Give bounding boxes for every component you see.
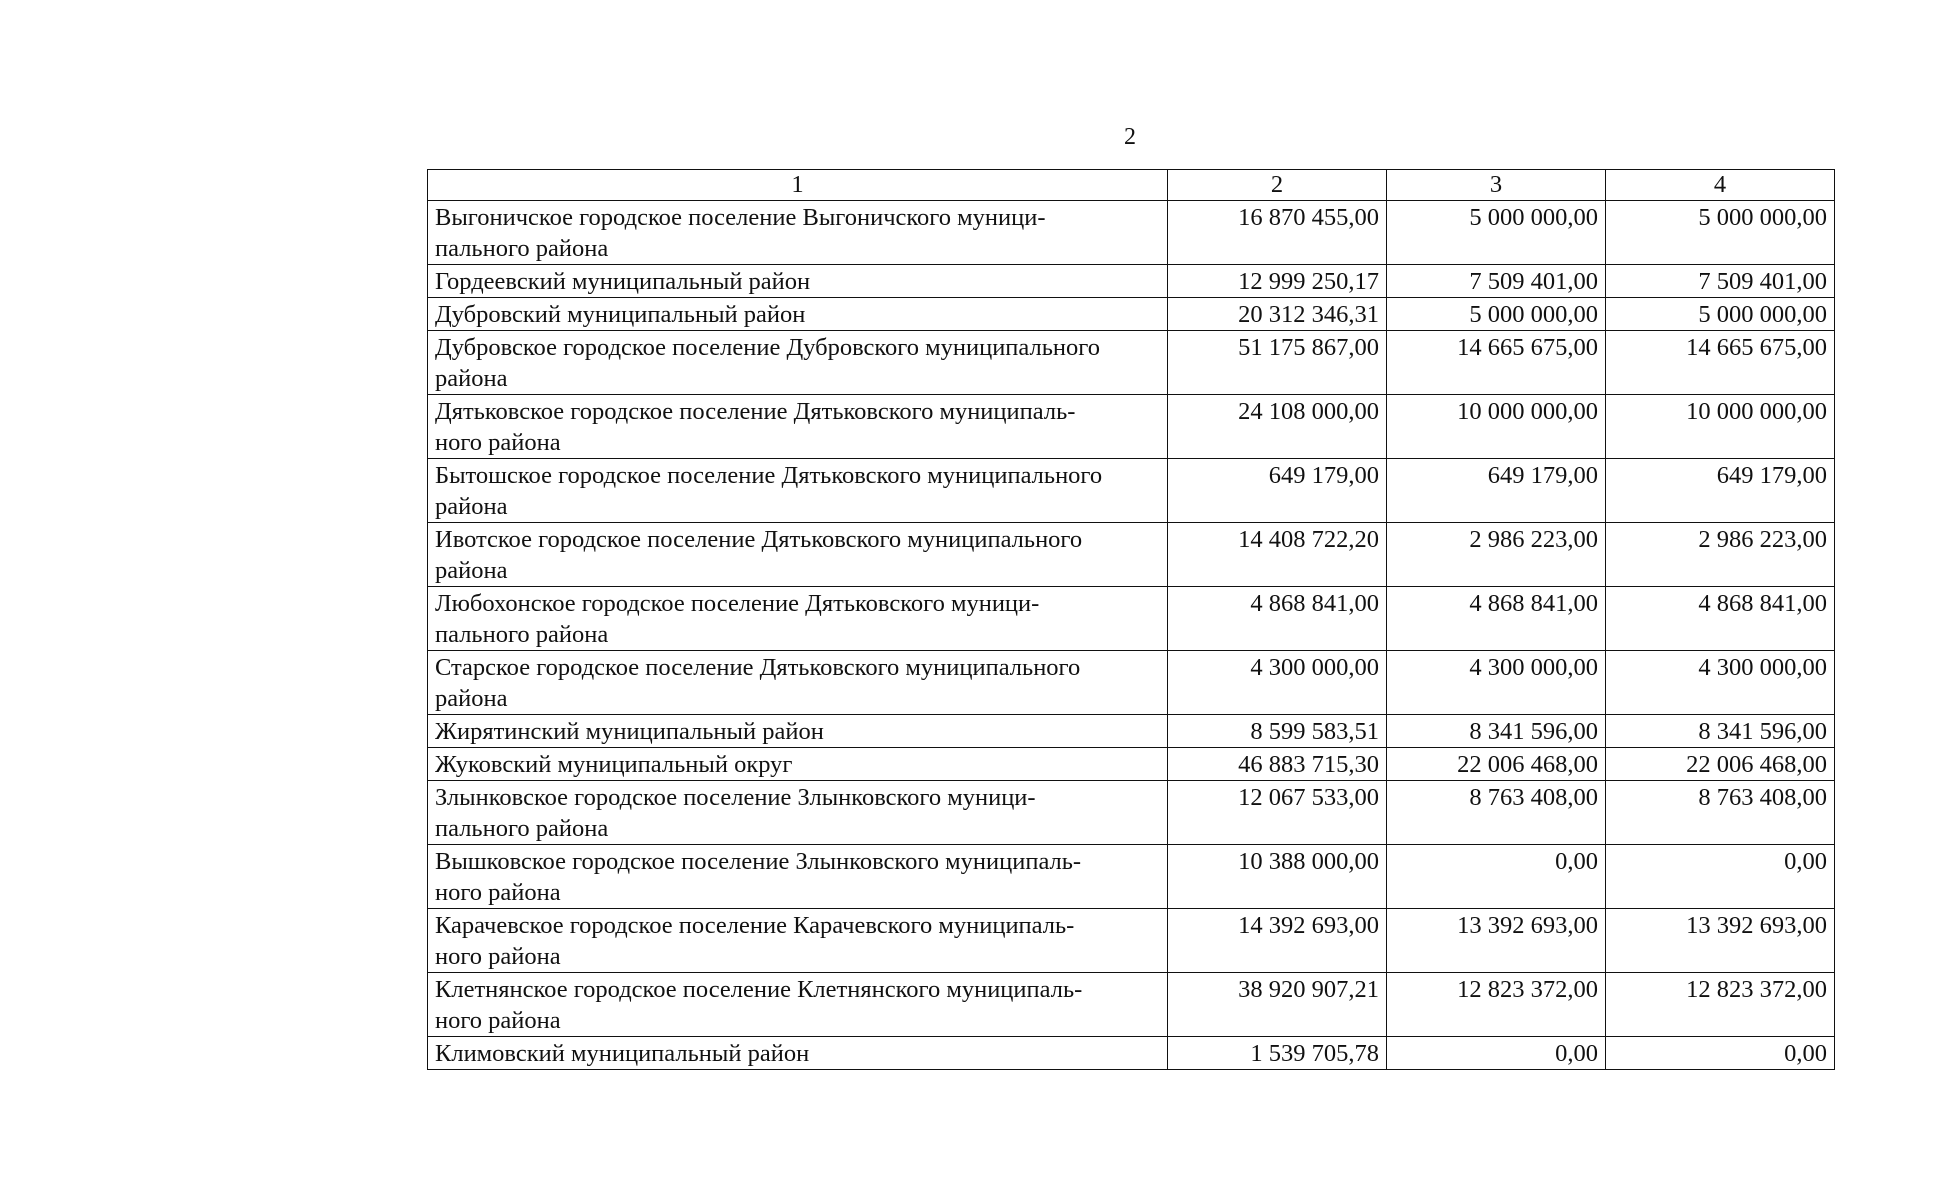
- table-row: [428, 781, 1835, 845]
- column-header-3: 3: [1387, 170, 1606, 201]
- table-row: [428, 973, 1835, 1037]
- table-row: [428, 298, 1835, 331]
- value-col2-cell: 8 599 583,51: [1168, 715, 1387, 748]
- value-col3-cell: 12 823 372,00: [1387, 973, 1606, 1037]
- value-col3-cell: 5 000 000,00: [1387, 298, 1606, 331]
- column-header-4: 4: [1606, 170, 1835, 201]
- table-row: [428, 201, 1835, 265]
- municipality-name-cell: Злынковское городское поселение Злынковского муници- пального района: [428, 781, 1168, 845]
- value-col2-cell: 38 920 907,21: [1168, 973, 1387, 1037]
- municipality-name-cell: Бытошское городское поселение Дятьковского муниципального района: [428, 459, 1168, 523]
- value-col4-cell: 2 986 223,00: [1606, 523, 1835, 587]
- table-row: [428, 909, 1835, 973]
- value-col2-cell: 4 300 000,00: [1168, 651, 1387, 715]
- table-row: [428, 587, 1835, 651]
- municipality-name-cell: Жирятинский муниципальный район: [428, 715, 1168, 748]
- value-col4-cell: 13 392 693,00: [1606, 909, 1835, 973]
- value-col4-cell: 12 823 372,00: [1606, 973, 1835, 1037]
- value-col3-cell: 7 509 401,00: [1387, 265, 1606, 298]
- municipality-name-cell: Жуковский муниципальный округ: [428, 748, 1168, 781]
- value-col2-cell: 46 883 715,30: [1168, 748, 1387, 781]
- value-col2-cell: 12 999 250,17: [1168, 265, 1387, 298]
- value-col2-cell: 20 312 346,31: [1168, 298, 1387, 331]
- value-col3-cell: 2 986 223,00: [1387, 523, 1606, 587]
- column-header-1: 1: [428, 170, 1168, 201]
- value-col4-cell: 22 006 468,00: [1606, 748, 1835, 781]
- municipality-name-cell: Климовский муниципальный район: [428, 1037, 1168, 1070]
- table-row: [428, 748, 1835, 781]
- municipality-name-cell: Гордеевский муниципальный район: [428, 265, 1168, 298]
- value-col2-cell: 14 408 722,20: [1168, 523, 1387, 587]
- value-col3-cell: 5 000 000,00: [1387, 201, 1606, 265]
- page-number: 2: [1124, 124, 1136, 150]
- value-col4-cell: 4 300 000,00: [1606, 651, 1835, 715]
- value-col4-cell: 0,00: [1606, 1037, 1835, 1070]
- budget-table: [427, 169, 1835, 1070]
- value-col4-cell: 8 341 596,00: [1606, 715, 1835, 748]
- value-col2-cell: 12 067 533,00: [1168, 781, 1387, 845]
- value-col3-cell: 8 763 408,00: [1387, 781, 1606, 845]
- table-row: [428, 265, 1835, 298]
- municipality-name-cell: Выгоничское городское поселение Выгоничского муници- пального района: [428, 201, 1168, 265]
- value-col2-cell: 649 179,00: [1168, 459, 1387, 523]
- municipality-name-cell: Дятьковское городское поселение Дятьковского муниципаль- ного района: [428, 395, 1168, 459]
- table-row: [428, 459, 1835, 523]
- value-col3-cell: 22 006 468,00: [1387, 748, 1606, 781]
- value-col4-cell: 14 665 675,00: [1606, 331, 1835, 395]
- value-col2-cell: 16 870 455,00: [1168, 201, 1387, 265]
- value-col2-cell: 4 868 841,00: [1168, 587, 1387, 651]
- value-col3-cell: 4 868 841,00: [1387, 587, 1606, 651]
- value-col4-cell: 7 509 401,00: [1606, 265, 1835, 298]
- municipality-name-cell: Дубровский муниципальный район: [428, 298, 1168, 331]
- value-col3-cell: 14 665 675,00: [1387, 331, 1606, 395]
- municipality-name-cell: Карачевское городское поселение Карачевского муниципаль- ного района: [428, 909, 1168, 973]
- municipality-name-cell: Вышковское городское поселение Злынковского муниципаль- ного района: [428, 845, 1168, 909]
- municipality-name-cell: Дубровское городское поселение Дубровского муниципального района: [428, 331, 1168, 395]
- column-header-2: 2: [1168, 170, 1387, 201]
- table-row: [428, 715, 1835, 748]
- value-col2-cell: 51 175 867,00: [1168, 331, 1387, 395]
- value-col4-cell: 4 868 841,00: [1606, 587, 1835, 651]
- table-row: [428, 651, 1835, 715]
- municipality-name-cell: Старское городское поселение Дятьковского муниципального района: [428, 651, 1168, 715]
- value-col4-cell: 8 763 408,00: [1606, 781, 1835, 845]
- value-col3-cell: 13 392 693,00: [1387, 909, 1606, 973]
- municipality-name-cell: Клетнянское городское поселение Клетнянского муниципаль- ного района: [428, 973, 1168, 1037]
- value-col3-cell: 649 179,00: [1387, 459, 1606, 523]
- value-col2-cell: 14 392 693,00: [1168, 909, 1387, 973]
- value-col4-cell: 649 179,00: [1606, 459, 1835, 523]
- value-col3-cell: 4 300 000,00: [1387, 651, 1606, 715]
- table-header-row: [428, 170, 1835, 201]
- value-col4-cell: 10 000 000,00: [1606, 395, 1835, 459]
- value-col4-cell: 5 000 000,00: [1606, 201, 1835, 265]
- value-col4-cell: 0,00: [1606, 845, 1835, 909]
- value-col2-cell: 24 108 000,00: [1168, 395, 1387, 459]
- value-col3-cell: 0,00: [1387, 1037, 1606, 1070]
- table-row: [428, 331, 1835, 395]
- municipality-name-cell: Любохонское городское поселение Дятьковского муници- пального района: [428, 587, 1168, 651]
- value-col2-cell: 1 539 705,78: [1168, 1037, 1387, 1070]
- value-col3-cell: 8 341 596,00: [1387, 715, 1606, 748]
- table-row: [428, 395, 1835, 459]
- value-col3-cell: 0,00: [1387, 845, 1606, 909]
- table-row: [428, 1037, 1835, 1070]
- value-col2-cell: 10 388 000,00: [1168, 845, 1387, 909]
- value-col3-cell: 10 000 000,00: [1387, 395, 1606, 459]
- municipality-name-cell: Ивотское городское поселение Дятьковского муниципального района: [428, 523, 1168, 587]
- table-row: [428, 845, 1835, 909]
- table-row: [428, 523, 1835, 587]
- table-body: [428, 201, 1835, 1070]
- value-col4-cell: 5 000 000,00: [1606, 298, 1835, 331]
